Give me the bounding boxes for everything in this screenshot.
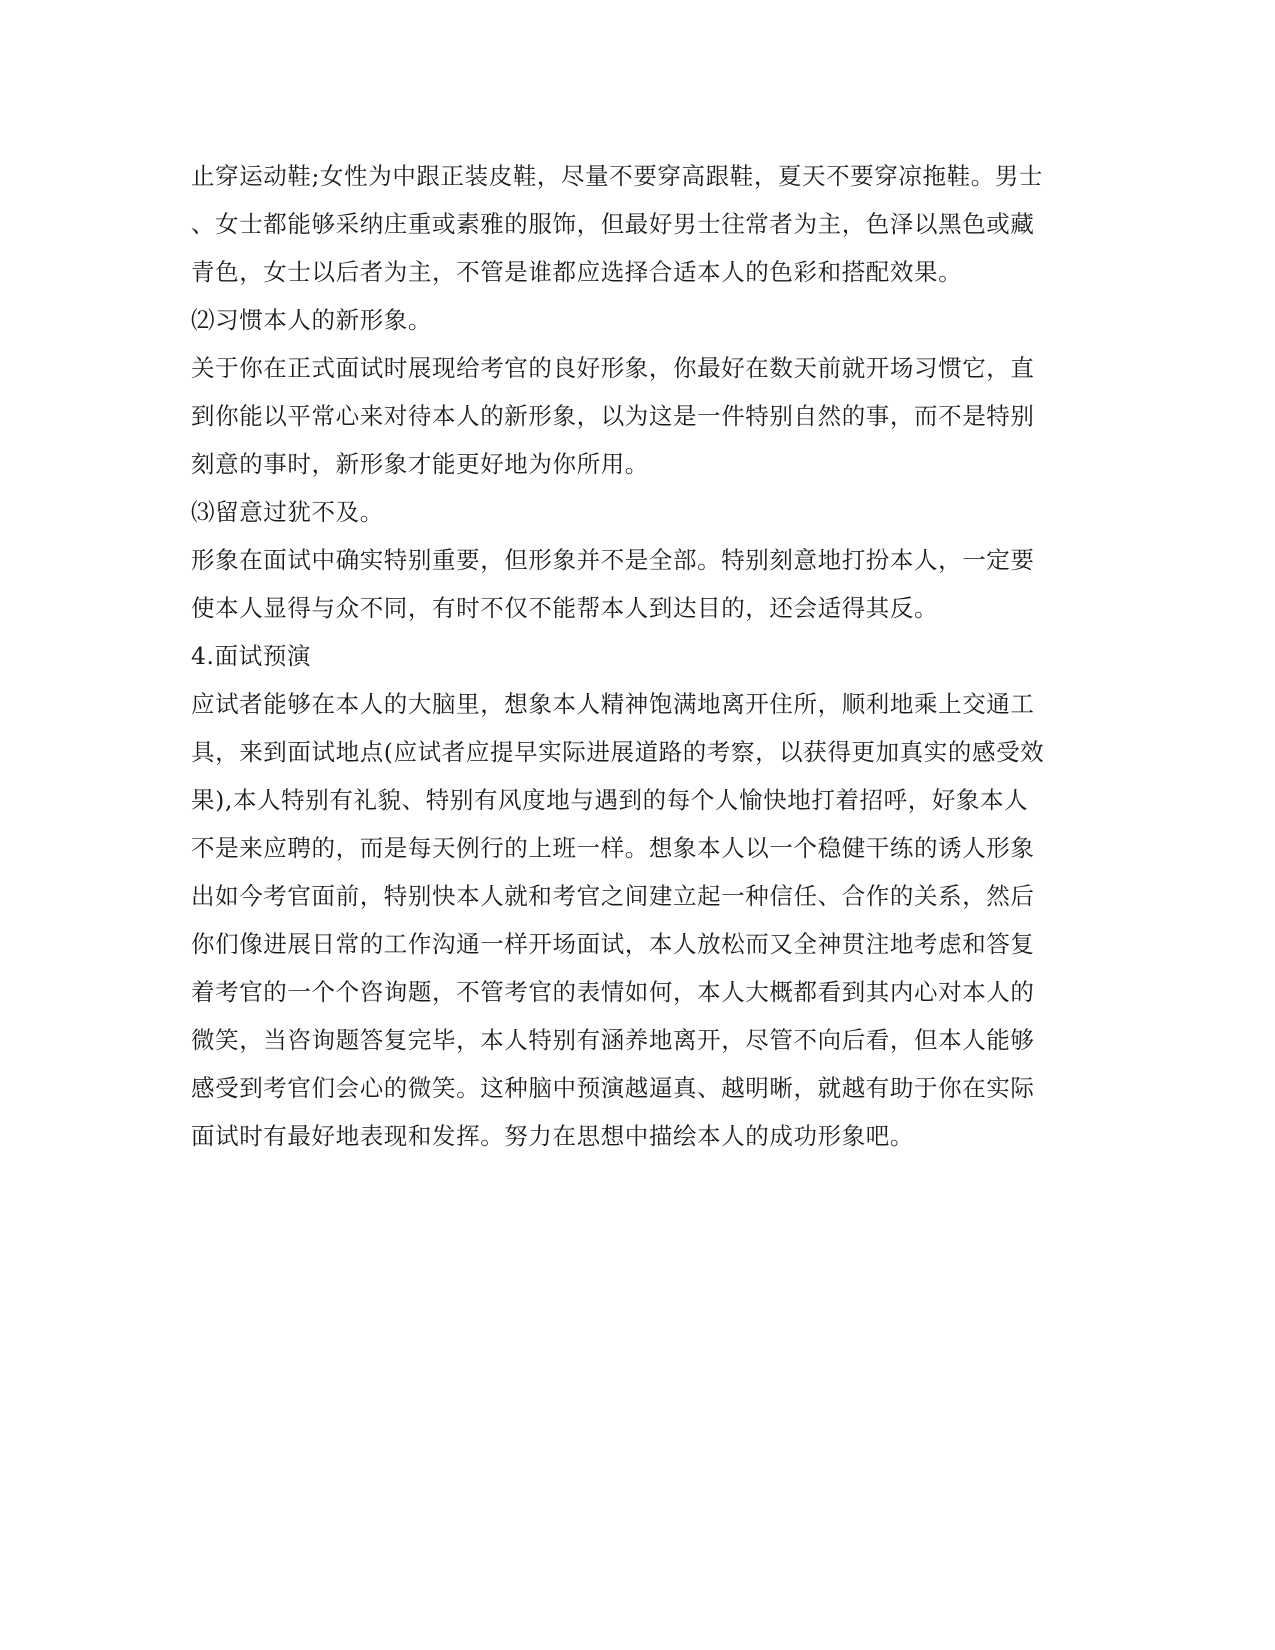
text-line: 使本人显得与众不同，有时不仅不能帮本人到达目的，还会适得其反。 [191,594,939,622]
text-line: 具，来到面试地点(应试者应提早实际进展道路的考察，以获得更加真实的感受效 [191,738,1045,766]
text-line: 面试时有最好地表现和发挥。努力在思想中描绘本人的成功形象吧。 [191,1122,914,1150]
text-line: 不是来应聘的，而是每天例行的上班一样。想象本人以一个稳健干练的诱人形象 [191,834,1035,862]
text-line: 出如今考官面前，特别快本人就和考官之间建立起一种信任、合作的关系，然后 [191,882,1035,910]
text-line: 微笑，当咨询题答复完毕，本人特别有涵养地离开，尽管不向后看，但本人能够 [191,1026,1035,1054]
text-line: 关于你在正式面试时展现给考官的良好形象，你最好在数天前就开场习惯它，直 [191,354,1035,382]
text-line: 感受到考官们会心的微笑。这种脑中预演越逼真、越明晰，就越有助于你在实际 [191,1074,1035,1102]
text-line: 形象在面试中确实特别重要，但形象并不是全部。特别刻意地打扮本人，一定要 [191,546,1035,574]
text-line: 着考官的一个个咨询题，不管考官的表情如何，本人大概都看到其内心对本人的 [191,978,1035,1006]
body-text [191,152,1071,1160]
text-line: 应试者能够在本人的大脑里，想象本人精神饱满地离开住所，顺利地乘上交通工 [191,690,1035,718]
text-line: 到你能以平常心来对待本人的新形象，以为这是一件特别自然的事，而不是特别 [191,402,1035,430]
text-line: 青色，女士以后者为主，不管是谁都应选择合适本人的色彩和搭配效果。 [191,258,963,286]
subheading-line: ⑵习惯本人的新形象。 [191,306,432,334]
section-heading: 4.面试预演 [191,642,312,670]
text-line: 、女士都能够采纳庄重或素雅的服饰，但最好男士往常者为主，色泽以黑色或藏 [191,210,1035,238]
text-line: 果),本人特别有礼貌、特别有风度地与遇到的每个人愉快地打着招呼，好象本人 [191,786,1029,814]
text-line: 你们像进展日常的工作沟通一样开场面试，本人放松而又全神贯注地考虑和答复 [191,930,1035,958]
subheading-line: ⑶留意过犹不及。 [191,498,384,526]
text-line: 止穿运动鞋;女性为中跟正装皮鞋，尽量不要穿高跟鞋，夏天不要穿凉拖鞋。男士 [191,162,1044,190]
text-line: 刻意的事时，新形象才能更好地为你所用。 [191,450,649,478]
